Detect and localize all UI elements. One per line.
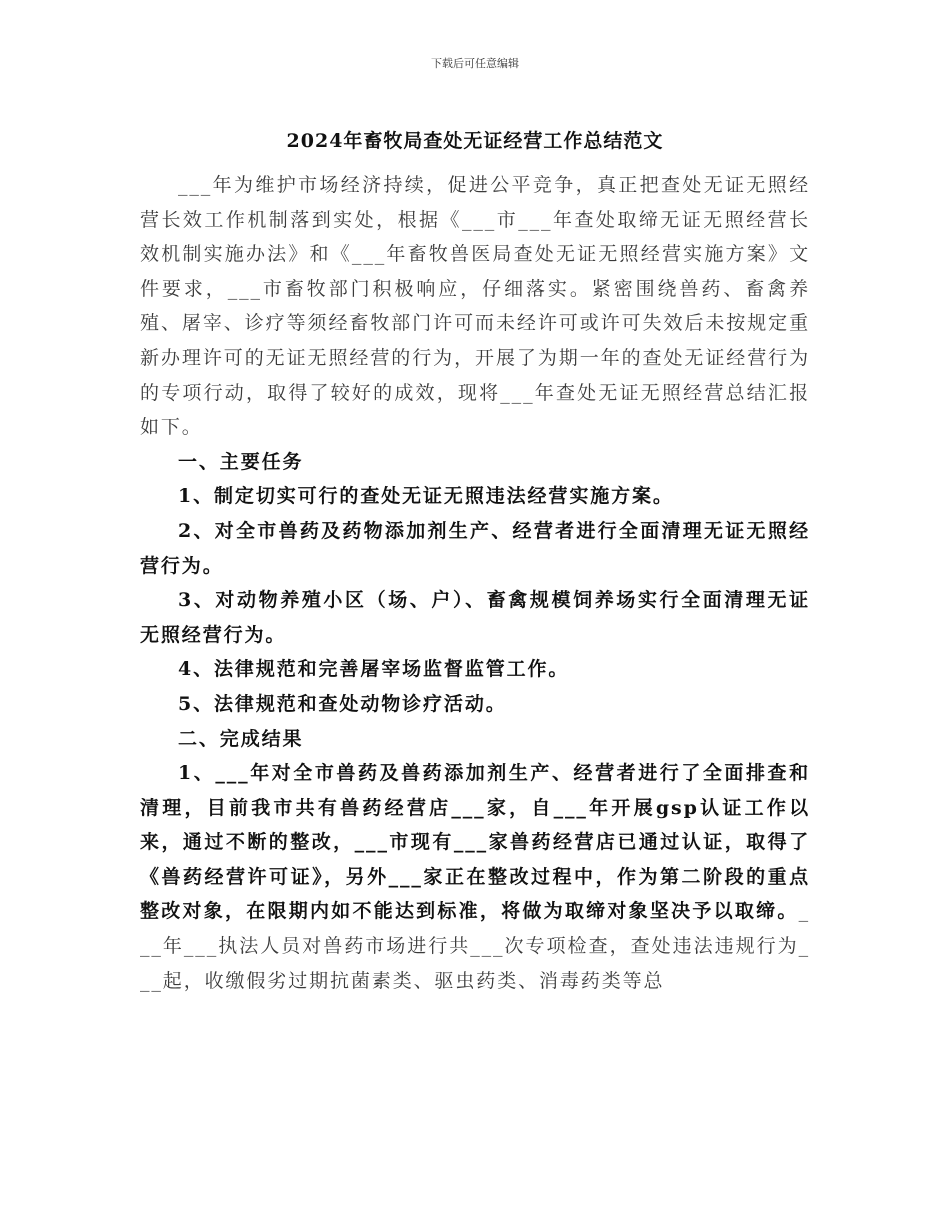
document-body (140, 168, 810, 998)
task-item-4: 4、法律规范和完善屠宰场监督监管工作。 (178, 658, 570, 681)
section-heading-main-tasks: 一、主要任务 (178, 450, 304, 473)
result-paragraph-1-bold: 1、___年对全市兽药及兽药添加剂生产、经营者进行了全面排查和清理，目前我市共有兽药经营店___家，自___年开展gsp认证工作以来，通过不断的整改，___市现有___家兽药经营店已通过认证，取得了《兽药经营许可证》，另外___家正在整改过程中，作为第二阶段的重点整改对象，在限期内如不能达到标准，将做为取缔对象坚决予以取缔。 (140, 762, 810, 923)
task-item-1: 1、制定切实可行的查处无证无照违法经营实施方案。 (178, 485, 674, 508)
result-paragraph-1-normal: ___年___执法人员对兽药市场进行共___次专项检查，查处违法违规行为___起，收缴假劣过期抗菌素类、驱虫药类、消毒药类等总 (140, 900, 810, 992)
document-title: 2024年畜牧局查处无证经营工作总结范文 (286, 130, 664, 152)
task-item-3: 3、对动物养殖小区（场、户）、畜禽规模饲养场实行全面清理无证无照经营行为。 (140, 589, 810, 646)
task-item-2: 2、对全市兽药及药物添加剂生产、经营者进行全面清理无证无照经营行为。 (140, 519, 810, 577)
result-paragraph-1 (140, 756, 810, 998)
paragraph-intro: ___年为维护市场经济持续，促进公平竞争，真正把查处无证无照经营长效工作机制落到实处，根据《___市___年查处取缔无证无照经营长效机制实施办法》和《___年畜牧兽医局查处无证无照经营实施方案》文件要求，___市畜牧部门积极响应，仔细落实。紧密围绕兽药、畜禽养殖、屠宰、诊疗等须经畜牧部门许可而未经许可或许可失效后未按规定重新办理许可的无证无照经营的行为，开展了为期一年的查处无证经营行为的专项行动，取得了较好的成效，现将___年查处无证无照经营总结汇报如下。 (140, 174, 810, 439)
task-item-5: 5、法律规范和查处动物诊疗活动。 (178, 692, 507, 715)
section-heading-results: 二、完成结果 (178, 727, 304, 750)
page-header-note: 下载后可任意编辑 (431, 57, 519, 70)
